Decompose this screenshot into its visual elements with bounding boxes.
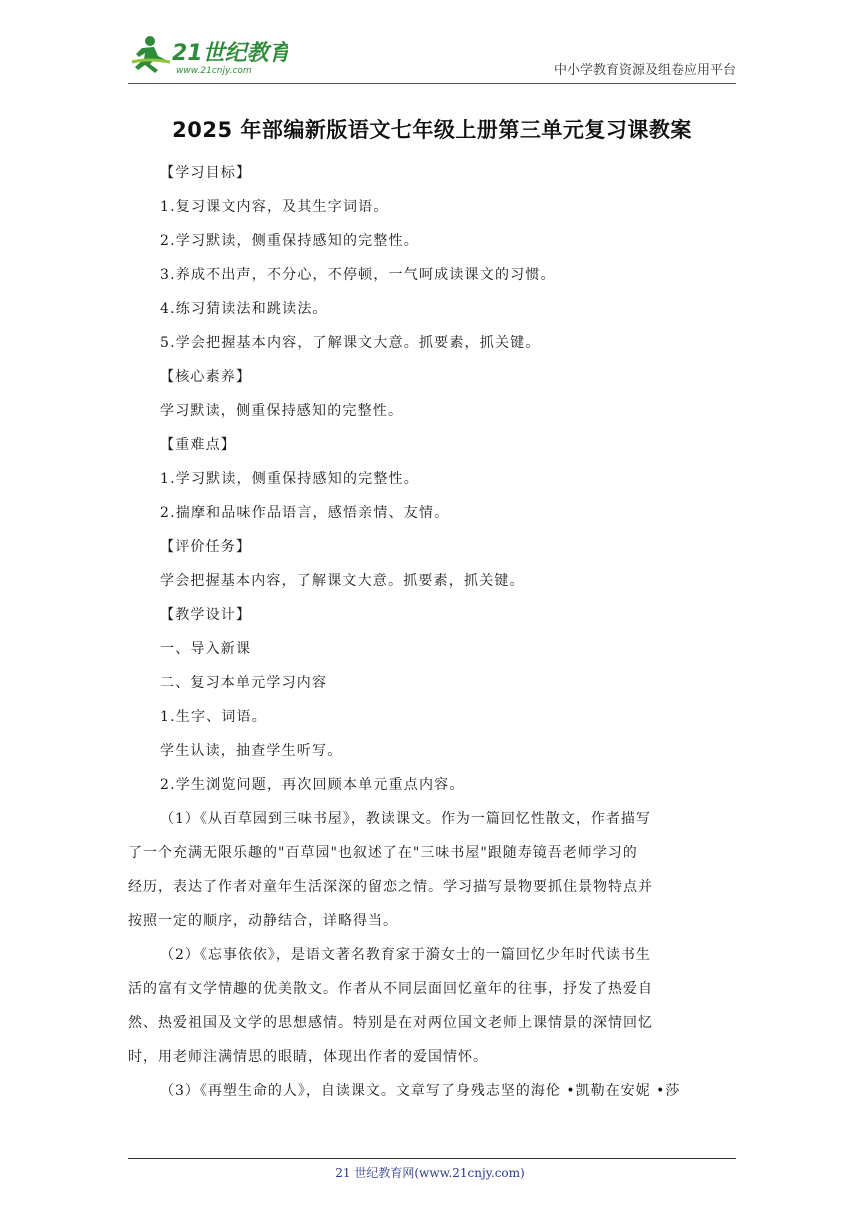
section-heading: 【评价任务】 <box>160 539 252 555</box>
text-line: 学会把握基本内容，了解课文大意。抓要素，抓关键。 <box>160 573 525 589</box>
document-body <box>160 156 736 802</box>
page-title: 2025 年部编新版语文七年级上册第三单元复习课教案 <box>172 118 692 142</box>
section-heading: 【教学设计】 <box>160 607 252 623</box>
text-line: 1.复习课文内容，及其生字词语。 <box>160 199 389 215</box>
paragraph-line: （2）《忘事依依》，是语文著名教育家于漪女士的一篇回忆少年时代读书生 <box>160 947 651 963</box>
section-heading: 【重难点】 <box>160 437 236 453</box>
paragraph-3 <box>160 1074 736 1108</box>
text-line: 1.学习默读，侧重保持感知的完整性。 <box>160 471 419 487</box>
text-line: 1.生字、词语。 <box>160 709 267 725</box>
paragraph-line: 活的富有文学情趣的优美散文。作者从不同层面回忆童年的往事，抒发了热爱自 <box>128 981 653 997</box>
footer-divider <box>128 1158 736 1159</box>
paragraph-line: （3）《再塑生命的人》，自读课文。文章写了身残志坚的海伦 •凯勒在安妮 •莎 <box>160 1083 681 1099</box>
paragraph-line: 经历，表达了作者对童年生活深深的留恋之情。学习描写景物要抓住景物特点并 <box>128 879 653 895</box>
paragraph-line: 时，用老师注满情思的眼睛，体现出作者的爱国情怀。 <box>128 1049 488 1065</box>
text-line: 学习默读，侧重保持感知的完整性。 <box>160 403 404 419</box>
text-line: 一、导入新课 <box>160 641 252 657</box>
logo <box>128 32 288 76</box>
text-line: 2.揣摩和品味作品语言，感悟亲情、友情。 <box>160 505 450 521</box>
paragraph-line: 然、热爱祖国及文学的思想感情。特别是在对两位国文老师上课情景的深情回忆 <box>128 1015 653 1031</box>
paragraph-line: 按照一定的顺序，动静结合，详略得当。 <box>128 913 398 929</box>
header-divider <box>128 83 736 84</box>
svg-text:www.21cnjy.com: www.21cnjy.com <box>176 66 252 76</box>
section-heading: 【核心素养】 <box>160 369 252 385</box>
paragraph-1 <box>128 802 736 938</box>
paragraph-line: 了一个充满无限乐趣的"百草园"也叙述了在"三味书屋"跟随寿镜吾老师学习的 <box>128 845 638 861</box>
logo-graphic <box>128 32 288 76</box>
text-line: 3.养成不出声，不分心，不停顿，一气呵成读课文的习惯。 <box>160 267 556 283</box>
section-heading: 【学习目标】 <box>160 165 252 181</box>
svg-text:21世纪教育: 21世纪教育 <box>172 41 288 66</box>
platform-label: 中小学教育资源及组卷应用平台 <box>553 63 736 78</box>
paragraph-2 <box>128 938 736 1074</box>
paragraph-line: （1）《从百草园到三味书屋》，教读课文。作为一篇回忆性散文，作者描写 <box>160 811 651 827</box>
text-line: 5.学会把握基本内容，了解课文大意。抓要素，抓关键。 <box>160 335 541 351</box>
text-line: 4.练习猜读法和跳读法。 <box>160 301 328 317</box>
footer-link[interactable]: 21 世纪教育网(www.21cnjy.com) <box>335 1166 525 1180</box>
text-line: 二、复习本单元学习内容 <box>160 675 328 691</box>
text-line: 2.学生浏览问题，再次回顾本单元重点内容。 <box>160 777 465 793</box>
text-line: 2.学习默读，侧重保持感知的完整性。 <box>160 233 419 249</box>
page-header <box>128 28 736 84</box>
text-line: 学生认读，抽查学生听写。 <box>160 743 343 759</box>
